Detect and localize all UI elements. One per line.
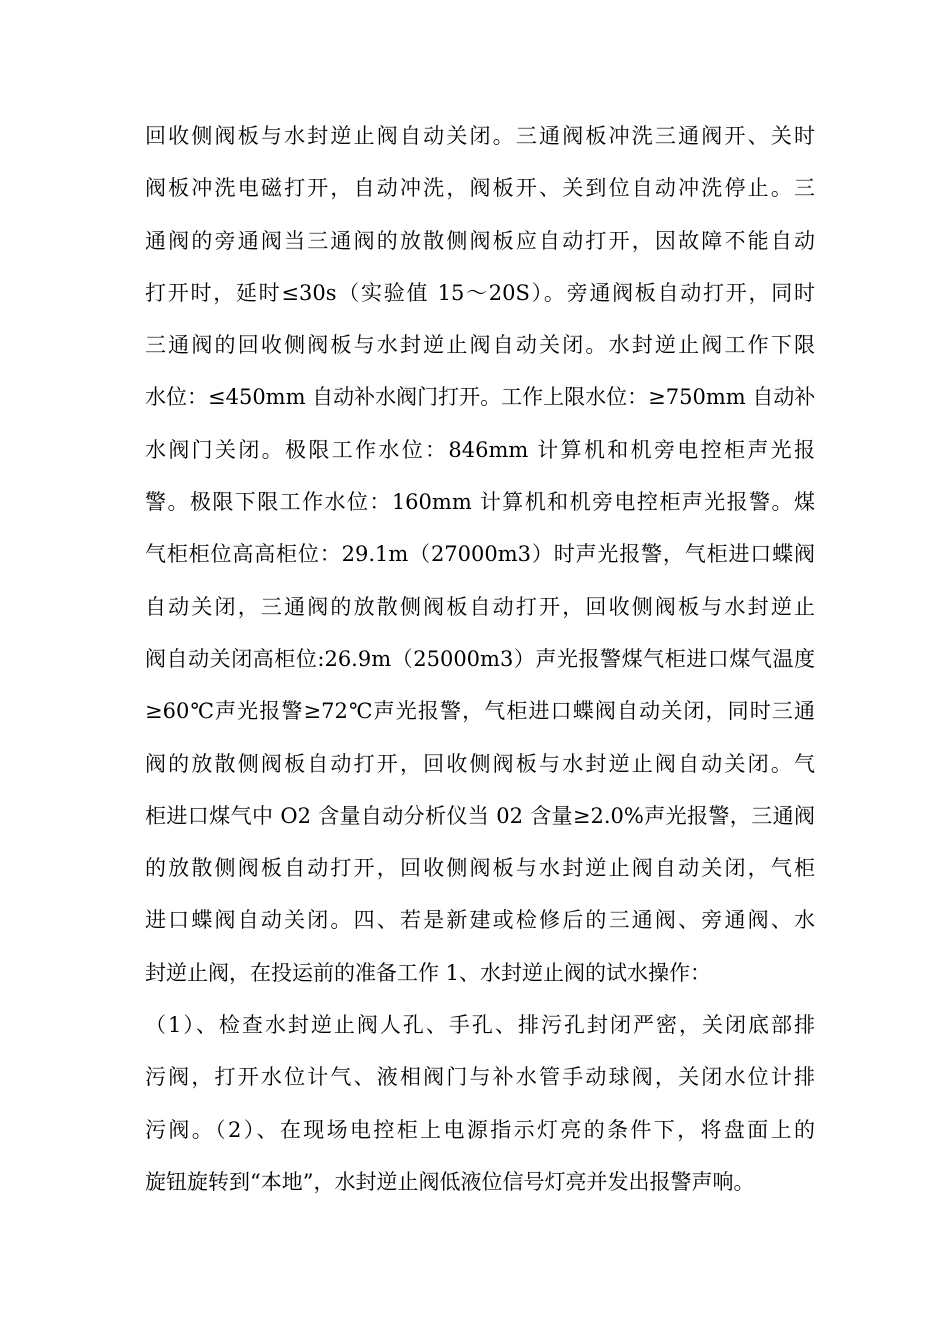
text-line-17: 封逆止阀，在投运前的准备工作 1、水封逆止阀的试水操作：: [145, 960, 712, 985]
text-line-10: 自动关闭，三通阀的放散侧阀板自动打开，回收侧阀板与水封逆止: [145, 594, 815, 619]
text-line-19: 污阀，打开水位计气、液相阀门与补水管手动球阀，关闭水位计排: [145, 1065, 815, 1090]
text-line-1: 回收侧阀板与水封逆止阀自动关闭。三通阀板冲洗三通阀开、关时: [145, 124, 815, 148]
text-line-15: 的放散侧阀板自动打开，回收侧阀板与水封逆止阀自动关闭，气柜: [145, 856, 815, 881]
text-line-18: （1）、检查水封逆止阀人孔、手孔、排污孔封闭严密，关闭底部排: [145, 1013, 815, 1038]
text-line-6: 水位：≤450mm 自动补水阀门打开。工作上限水位：≥750mm 自动补: [145, 385, 816, 410]
text-line-21: 旋钮旋转到“本地”，水封逆止阀低液位信号灯亮并发出报警声响。: [145, 1169, 755, 1194]
text-line-7: 水阀门关闭。极限工作水位：846mm 计算机和机旁电控柜声光报: [145, 437, 815, 462]
text-line-2: 阀板冲洗电磁打开，自动冲洗，阀板开、关到位自动冲洗停止。三: [145, 176, 815, 201]
text-line-20: 污阀。（2）、在现场电控柜上电源指示灯亮的条件下，将盘面上的: [145, 1117, 815, 1142]
text-line-4: 打开时，延时≤30s（实验值 15～20S）。旁通阀板自动打开，同时: [145, 280, 815, 305]
text-line-12: ≥60℃声光报警≥72℃声光报警，气柜进口蝶阀自动关闭，同时三通: [145, 699, 815, 724]
text-line-5: 三通阀的回收侧阀板与水封逆止阀自动关闭。水封逆止阀工作下限: [145, 333, 815, 358]
text-line-13: 阀的放散侧阀板自动打开，回收侧阀板与水封逆止阀自动关闭。气: [145, 751, 815, 776]
text-line-14: 柜进口煤气中 O2 含量自动分析仪当 02 含量≥2.0%声光报警，三通阀: [145, 803, 815, 828]
body-text: [145, 117, 815, 1215]
text-line-11: 阀自动关闭高柜位:26.9m（25000m3）声光报警煤气柜进口煤气温度: [145, 646, 815, 671]
text-line-8: 警。极限下限工作水位：160mm 计算机和机旁电控柜声光报警。煤: [145, 490, 815, 515]
text-line-3: 通阀的旁通阀当三通阀的放散侧阀板应自动打开，因故障不能自动: [145, 228, 815, 253]
text-line-16: 进口蝶阀自动关闭。四、若是新建或检修后的三通阀、旁通阀、水: [145, 908, 815, 933]
text-line-9: 气柜柜位高高柜位：29.1m（27000m3）时声光报警，气柜进口蝶阀: [145, 542, 815, 567]
